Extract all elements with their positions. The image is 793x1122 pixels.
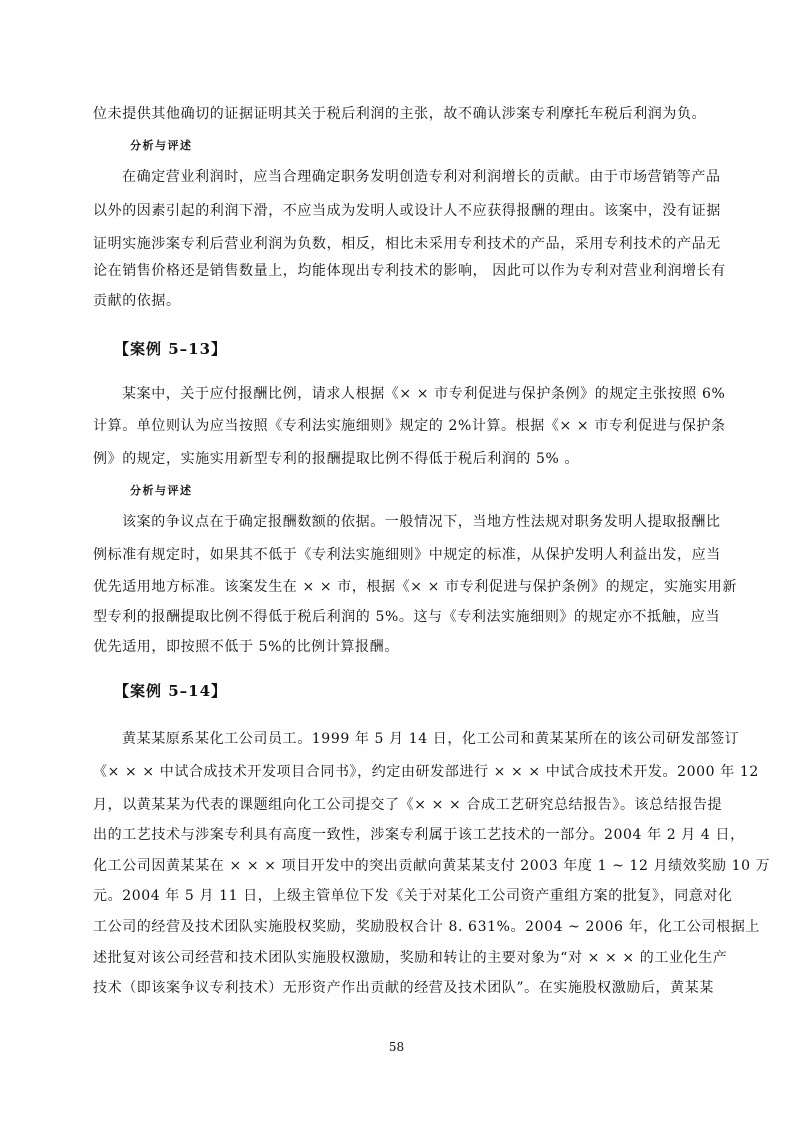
paragraph-line: 以外的因素引起的利润下滑，不应当成为发明人或设计人不应获得报酬的理由。该案中，没有证据	[93, 203, 721, 219]
paragraph-line: 优先适用地方标准。该案发生在 × × 市，根据《× × 市专利促进与保护条例》的规定，实施实用新	[93, 579, 737, 595]
paragraph-line: 位未提供其他确切的证据证明其关于税后利润的主张，故不确认涉案专利摩托车税后利润为负。	[93, 106, 707, 122]
paragraph-line: 《× × × 中试合成技术开发项目合同书》，约定由研发部进行 × × × 中试合成技术开发。2000 年 12	[93, 764, 759, 780]
case-heading: 【案例 5–14】	[114, 682, 228, 700]
paragraph-line: 例》的规定，实施实用新型专利的报酬提取比例不得低于税后利润的 5% 。	[93, 451, 580, 467]
paragraph-line: 例标准有规定时，如果其不低于《专利法实施细则》中规定的标准，从保护发明人利益出发，应当	[93, 547, 721, 563]
paragraph-line: 技术（即该案争议专利技术）无形资产作出贡献的经营及技术团队”。在实施股权激励后，黄某某	[93, 980, 714, 996]
analysis-heading: 分析与评述	[130, 139, 193, 152]
paragraph-line: 元。2004 年 5 月 11 日，上级主管单位下发《关于对某化工公司资产重组方案的批复》，同意对化	[93, 888, 733, 904]
paragraph-line: 出的工艺技术与涉案专利具有高度一致性，涉案专利属于该工艺技术的一部分。2004 年 2 月 4 日，	[93, 827, 745, 843]
paragraph-line: 黄某某原系某化工公司员工。1999 年 5 月 14 日，化工公司和黄某某所在的该公司研发部签订	[122, 731, 740, 747]
paragraph-line: 贡献的依据。	[93, 293, 181, 309]
paragraph-line: 该案的争议点在于确定报酬数额的依据。一般情况下，当地方性法规对职务发明人提取报酬比	[122, 514, 721, 530]
case-heading: 【案例 5–13】	[114, 340, 228, 358]
paragraph-line: 述批复对该公司经营和技术团队实施股权激励，奖励和转让的主要对象为“对 × × × 的工业化生产	[93, 950, 728, 966]
paragraph-line: 计算。单位则认为应当按照《专利法实施细则》规定的 2%计算。根据《× × 市专利促进与保护条	[93, 418, 726, 434]
paragraph-line: 某案中，关于应付报酬比例，请求人根据《× × 市专利促进与保护条例》的规定主张按照 6%	[122, 386, 726, 402]
paragraph-line: 优先适用，即按照不低于 5%的比例计算报酬。	[93, 639, 399, 655]
paragraph-line: 证明实施涉案专利后营业利润为负数，相反，相比未采用专利技术的产品，采用专利技术的产品无	[93, 236, 721, 252]
paragraph-line: 在确定营业利润时，应当合理确定职务发明创造专利对利润增长的贡献。由于市场营销等产品	[122, 169, 721, 185]
page-number: 58	[388, 1040, 405, 1054]
paragraph-line: 工公司的经营及技术团队实施股权奖励，奖励股权合计 8. 631%。2004 ~ 2006 年，化工公司根据上	[93, 919, 761, 935]
paragraph-line: 月，以黄某某为代表的课题组向化工公司提交了《× × × 合成工艺研究总结报告》。该总结报告提	[93, 797, 723, 813]
paragraph-line: 化工公司因黄某某在 × × × 项目开发中的突出贡献向黄某某支付 2003 年度 1 ~ 12 月绩效奖励 10 万	[93, 858, 771, 874]
paragraph-line: 论在销售价格还是销售数量上，均能体现出专利技术的影响， 因此可以作为专利对营业利润增长有	[93, 263, 726, 279]
paragraph-line: 型专利的报酬提取比例不得低于税后利润的 5%。这与《专利法实施细则》的规定亦不抵触，应当	[93, 609, 721, 625]
analysis-heading: 分析与评述	[130, 484, 193, 497]
